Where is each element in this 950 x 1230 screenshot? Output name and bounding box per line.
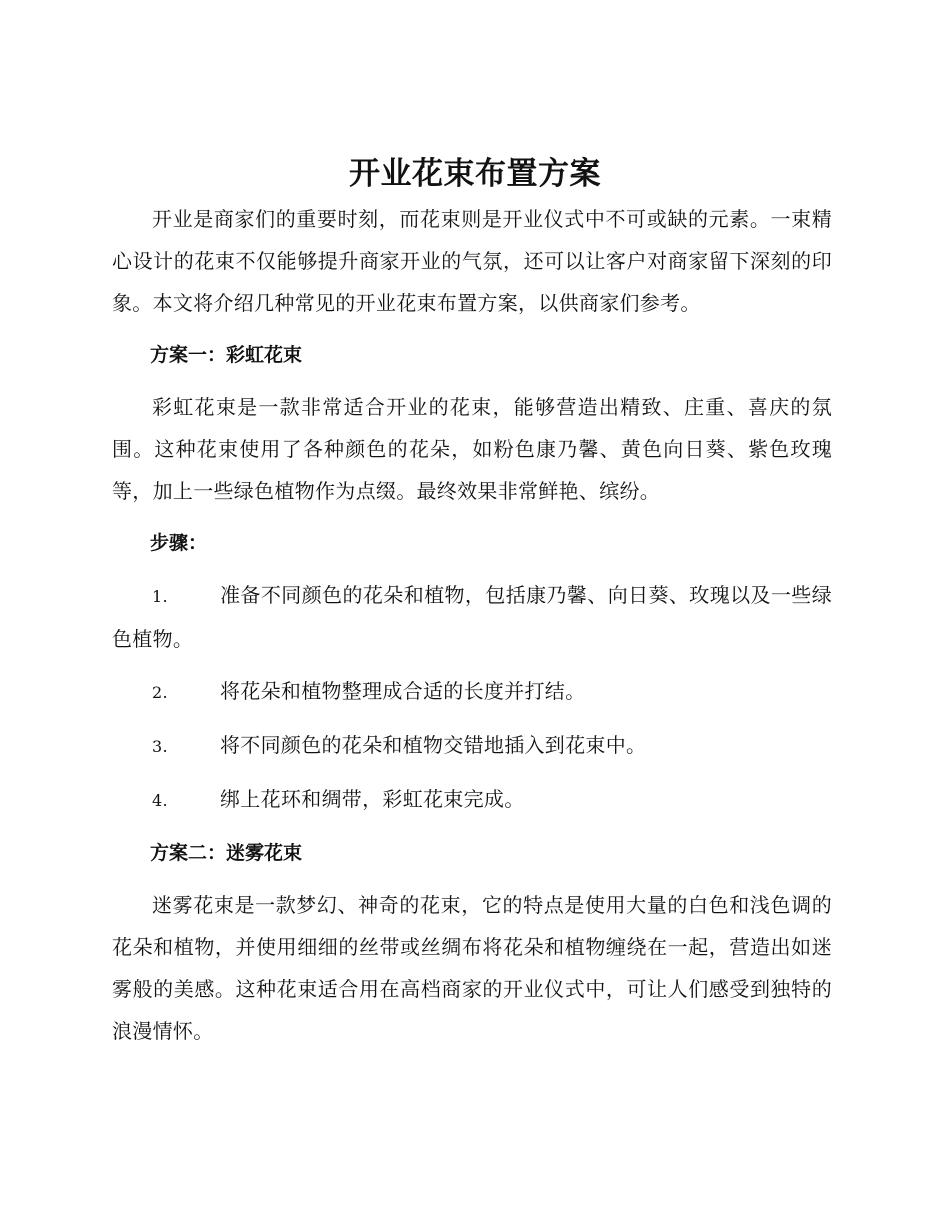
plan1-description: 彩虹花束是一款非常适合开业的花束，能够营造出精致、庄重、喜庆的氛围。这种花束使用了各种颜色的花朵，如粉色康乃馨、黄色向日葵、紫色玫瑰等，加上一些绿色植物作为点缀。最终效果非常鲜艳、缤纷。	[112, 395, 832, 503]
steps-heading: 步骤：	[150, 532, 208, 554]
page-title: 开业花束布置方案	[349, 156, 601, 192]
document-body	[112, 198, 832, 1052]
intro-paragraph: 开业是商家们的重要时刻，而花束则是开业仪式中不可或缺的元素。一束精心设计的花束不仅能够提升商家开业的气氛，还可以让客户对商家留下深刻的印象。本文将介绍几种常见的开业花束布置方案，以供商家们参考。	[112, 207, 832, 315]
plan2-heading: 方案二：迷雾花束	[150, 842, 303, 864]
step-item-4	[112, 778, 832, 822]
step-number: 4.	[152, 791, 168, 810]
step-text: 将不同颜色的花朵和植物交错地插入到花束中。	[220, 733, 647, 757]
step-text: 准备不同颜色的花朵和植物，包括康乃馨、向日葵、玫瑰以及一些绿色植物。	[112, 583, 832, 651]
step-number: 1.	[152, 587, 168, 606]
step-number: 3.	[152, 737, 168, 756]
step-item-3	[112, 724, 832, 768]
step-text: 将花朵和植物整理成合适的长度并打结。	[220, 679, 586, 703]
plan2-description: 迷雾花束是一款梦幻、神奇的花束，它的特点是使用大量的白色和浅色调的花朵和植物，并使用细细的丝带或丝绸布将花朵和植物缠绕在一起，营造出如迷雾般的美感。这种花束适合用在高档商家的开业仪式中，可让人们感受到独特的浪漫情怀。	[112, 893, 832, 1043]
step-number: 2.	[152, 683, 168, 702]
step-item-2	[112, 670, 832, 714]
step-text: 绑上花环和绸带，彩虹花束完成。	[220, 787, 525, 811]
step-item-1	[112, 574, 832, 660]
plan1-heading: 方案一：彩虹花束	[150, 344, 303, 366]
